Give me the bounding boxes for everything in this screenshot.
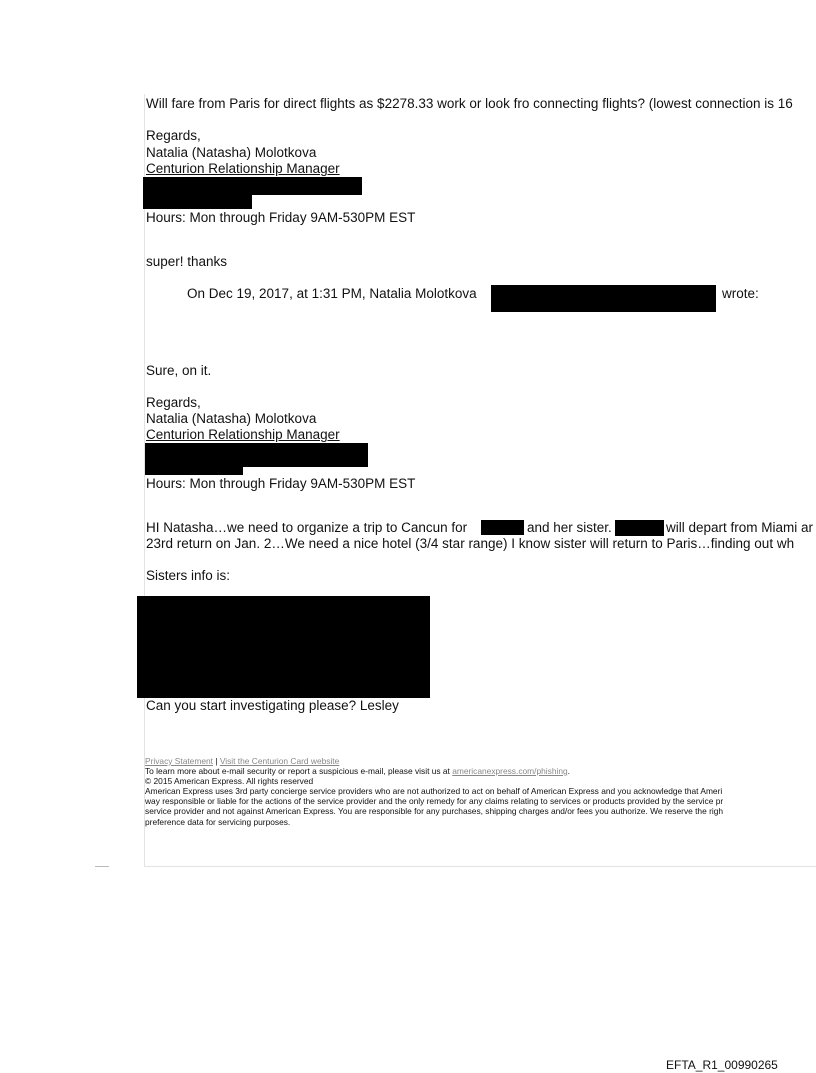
signature-name: Natalia (Natasha) Molotkova [146, 411, 317, 426]
centurion-site-link[interactable]: Visit the Centurion Card website [219, 756, 340, 766]
link-separator: | [212, 756, 220, 766]
learn-more-end: . [567, 766, 570, 776]
redaction-name [615, 520, 664, 536]
phishing-link[interactable]: americanexpress.com/phishing [452, 766, 568, 776]
signature-title: Centurion Relationship Manager [146, 427, 340, 442]
footer-disclaimer-line: service provider and not against American Express. You are responsible for any purchases, shipping charges and/or fees you authorize. We reserve the righ [145, 806, 724, 816]
closing-line: Can you start investigating please? Lesley [146, 698, 399, 713]
redaction-email-address [491, 285, 716, 312]
redaction-name [481, 520, 524, 535]
sisters-info-label: Sisters info is: [146, 568, 231, 583]
redaction-block [143, 177, 362, 195]
request-line-part: will depart from Miami ar [666, 520, 814, 535]
signature-name: Natalia (Natasha) Molotkova [146, 145, 317, 160]
signature-regards: Regards, [146, 395, 201, 410]
footer-disclaimer-line: American Express uses 3rd party concierge service providers who are not authorized to act on behalf of American Express and you acknowledge that Ameri [145, 786, 723, 796]
redaction-block [143, 195, 252, 209]
request-line-part: and her sister. [527, 520, 612, 535]
request-line-2: 23rd return on Jan. 2…We need a nice hotel (3/4 star range) I know sister will return to Paris…finding out wh [146, 536, 795, 551]
footer-learn-more [145, 767, 570, 776]
reply-text: super! thanks [146, 254, 228, 269]
signature-regards: Regards, [146, 128, 201, 143]
page-mark [95, 866, 109, 867]
redaction-sister-info [137, 596, 430, 698]
top-question: Will fare from Paris for direct flights as $2278.33 work or look fro connecting flights? (lowest connection is 16 [146, 96, 793, 111]
privacy-statement-link[interactable]: Privacy Statement [145, 756, 213, 766]
reply-text: Sure, on it. [146, 363, 212, 378]
signature-title: Centurion Relationship Manager [146, 161, 340, 176]
footer-disclaimer-line: way responsible or liable for the actions of the service provider and the only remedy for any claims relating to services or products provided by the service pr [145, 796, 724, 806]
redaction-block [145, 467, 243, 475]
footer-copyright: © 2015 American Express. All rights reserved [145, 776, 314, 786]
learn-more-text: To learn more about e-mail security or report a suspicious e-mail, please visit us at [145, 766, 453, 776]
quote-header-suffix: wrote: [722, 286, 759, 301]
bates-number: EFTA_R1_00990265 [666, 1058, 778, 1072]
signature-hours: Hours: Mon through Friday 9AM-530PM EST [146, 476, 416, 491]
footer-disclaimer-line: preference data for servicing purposes. [145, 817, 291, 827]
redaction-block [145, 443, 368, 467]
quote-header-prefix: On Dec 19, 2017, at 1:31 PM, Natalia Molotkova [187, 286, 477, 301]
signature-hours: Hours: Mon through Friday 9AM-530PM EST [146, 210, 416, 225]
request-line-part: HI Natasha…we need to organize a trip to Cancun for [146, 520, 468, 535]
footer-links [145, 757, 339, 766]
